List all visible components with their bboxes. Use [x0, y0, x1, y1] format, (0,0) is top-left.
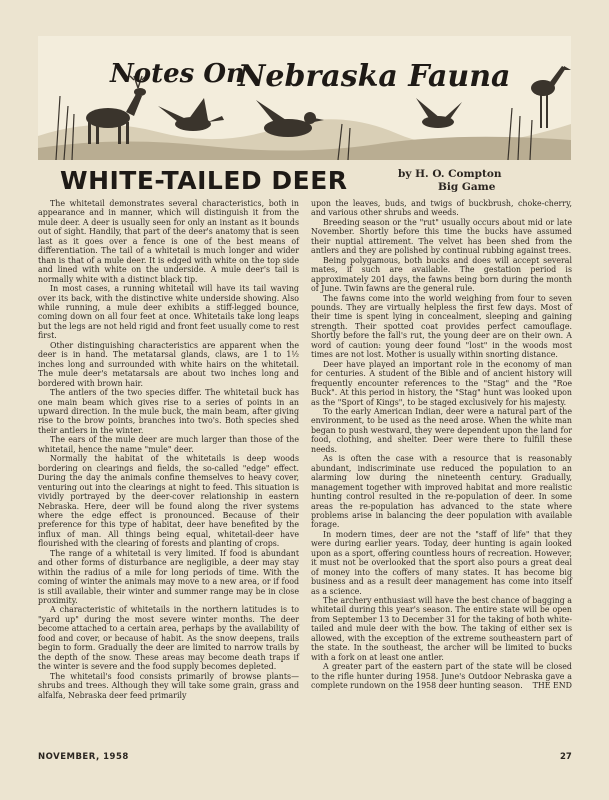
paragraph: As is often the case with a resource that is reasonably abundant, indiscriminate use reduced the population to an alarming low during the nineteenth century. Gradually, management together with improved habitat and more realistic hunting control resulted in the re-population of deer. In some areas the re-population has advanced to the state where problems arise in balancing the deer population with available forage.: [311, 454, 572, 530]
article-column-left: [38, 199, 299, 700]
paragraph: The range of a whitetail is very limited. If food is abundant and other forms of disturbance are negligible, a deer may stay within the radius of a mile for long periods of time. With the coming of winter the animals may move to a new area, or if food is still available, their winter and summer range may be in close proximity.: [38, 548, 299, 606]
paragraph: Other distinguishing characteristics are apparent when the deer is in hand. The metatarsal glands, claws, are 1 to 1½ inches long and surrounded with white hairs on the whitetail. The mule deer's metatarsals are about two inches long and bordered with brown hair.: [38, 340, 299, 388]
paragraph: Breeding season or the "rut" usually occurs about mid or late November. Shortly before this time the bucks have assumed their nuptial attirement. The velvet has been shed from the antlers and they are polished by continual rubbing against trees.: [311, 217, 572, 256]
issue-date: NOVEMBER, 1958: [38, 752, 129, 762]
paragraph: In modern times, deer are not the "staff of life" that they were during earlier years. Today, deer hunting is again looked upon as a sport, offering countless hours of recreation. However, it must not be overlooked that the sport also pours a great deal of money into the coffers of many states. It has become big business and as a result deer management has come into itself as a science.: [311, 529, 572, 596]
paragraph: A characteristic of whitetails in the northern latitudes is to "yard up" during the most severe winter months. The deer become attached to a certain area, perhaps by the availability of food and cover, or because of habit. As the snow deepens, trails begin to form. Gradually the deer are limited to narrow trails by the depth of the snow. These areas may become death traps if the winter is severe and the food supply becomes depleted.: [38, 605, 299, 672]
wildlife-illustration: [38, 36, 571, 160]
paragraph: Deer have played an important role in the economy of man for centuries. A student of the Bible and of ancient history will frequently encounter references to the "Stag" and the "Roe Buck". At this period in history, the "Stag" hunt was looked upon as the "Sport of Kings", to be staged exclusively for his majesty.: [311, 359, 572, 407]
article-column-right: [311, 199, 572, 691]
banner-heading-part2: Nebraska Fauna: [238, 59, 511, 94]
article-title: WHITE-TAILED DEER: [60, 166, 348, 195]
paragraph: A greater part of the eastern part of the state will be closed to the rifle hunter during 1958. June's Outdoor Nebraska gave a complete rundown on the 1958 deer hunting season.: [311, 662, 572, 691]
paragraph: Being polygamous, both bucks and does will accept several mates, if such are available. The gestation period is approximately 201 days, the fawns being born during the month of June. Twin fawns are the general rule.: [311, 255, 572, 294]
department-label: Big Game: [438, 181, 496, 193]
paragraph: In most cases, a running whitetail will have its tail waving over its back, with the distinctive white underside showing. Also while running, a mule deer exhibits a stiff-legged bounce, coming down on all four feet at once. Whitetails take long leaps but the legs are not held rigid and front feet usually come to rest first.: [38, 284, 299, 341]
paragraph: The whitetail demonstrates several characteristics, both in appearance and in manner, which will distinguish it from the mule deer. A deer is usually seen for only an instant as it bounds out of sight. Handily, that part of the deer's anatomy that is seen last as it goes over a fence is one of the best means of differentiation. The tail of a whitetail is much longer and wider than is that of a mule deer. It is edged with white on the top side and lined with white on the underside. A mule deer's tail is normally white with a distinct black tip.: [38, 199, 299, 284]
paragraph: The whitetail's food consists primarily of browse plants—shrubs and trees. Although they will take some grain, grass and alfalfa, Nebraska deer feed primarily: [38, 671, 299, 700]
banner-heading-part1: Notes On: [110, 59, 245, 89]
paragraph: The fawns come into the world weighing from four to seven pounds. They are virtually helpless the first few days. Most of their time is spent lying in concealment, sleeping and gaining strength. Their spotted coat provides perfect camouflage. Shortly before the fall's rut, the young deer are on their own. A word of caution: young deer found "lost" in the woods most times are not lost. Mother is usually within snorting distance.: [311, 293, 572, 360]
paragraph: upon the leaves, buds, and twigs of buckbrush, choke-cherry, and various other shrubs and weeds.: [311, 199, 572, 218]
header-illustration: [38, 36, 571, 160]
the-end-marker: THE END: [532, 681, 572, 691]
paragraph: To the early American Indian, deer were a natural part of the environment, to be used as the need arose. When the white man began to push westward, they were dependent upon the land for food, clothing, and shelter. Deer were there to fulfill these needs.: [311, 406, 572, 454]
author-name: by H. O. Compton: [398, 168, 502, 180]
paragraph: The ears of the mule deer are much larger than those of the whitetail, hence the name "mule" deer.: [38, 435, 299, 454]
byline: [398, 168, 558, 194]
paragraph: Normally the habitat of the whitetails is deep woods bordering on clearings and fields, the so-called "edge" effect. During the day the animals confine themselves to heavy cover, venturing out into the clearings at night to feed. This situation is vividly portrayed by the deer-cover relationship in eastern Nebraska. Here, deer will be found along the river systems where the edge effect is pronounced. Because of their preference for this type of habitat, deer have benefited by the influx of man. All things being equal, whitetail-deer have flourished with the clearing of forests and planting of crops.: [38, 454, 299, 549]
paragraph: The archery enthusiast will have the best chance of bagging a whitetail during this year's season. The entire state will be open from September 13 to December 31 for the taking of both white-tailed and mule deer with the bow. The taking of either sex is allowed, with the exception of the extreme southeastern part of the state. In the southeast, the archer will be limited to bucks with a fork on at least one antler.: [311, 596, 572, 662]
paragraph: The antlers of the two species differ. The whitetail buck has one main beam which gives rise to a series of points in an upward direction. In the mule buck, the main beam, after giving rise to the brow points, branches into two's. Both species shed their antlers in the winter.: [38, 388, 299, 435]
page-number: 27: [560, 752, 572, 762]
